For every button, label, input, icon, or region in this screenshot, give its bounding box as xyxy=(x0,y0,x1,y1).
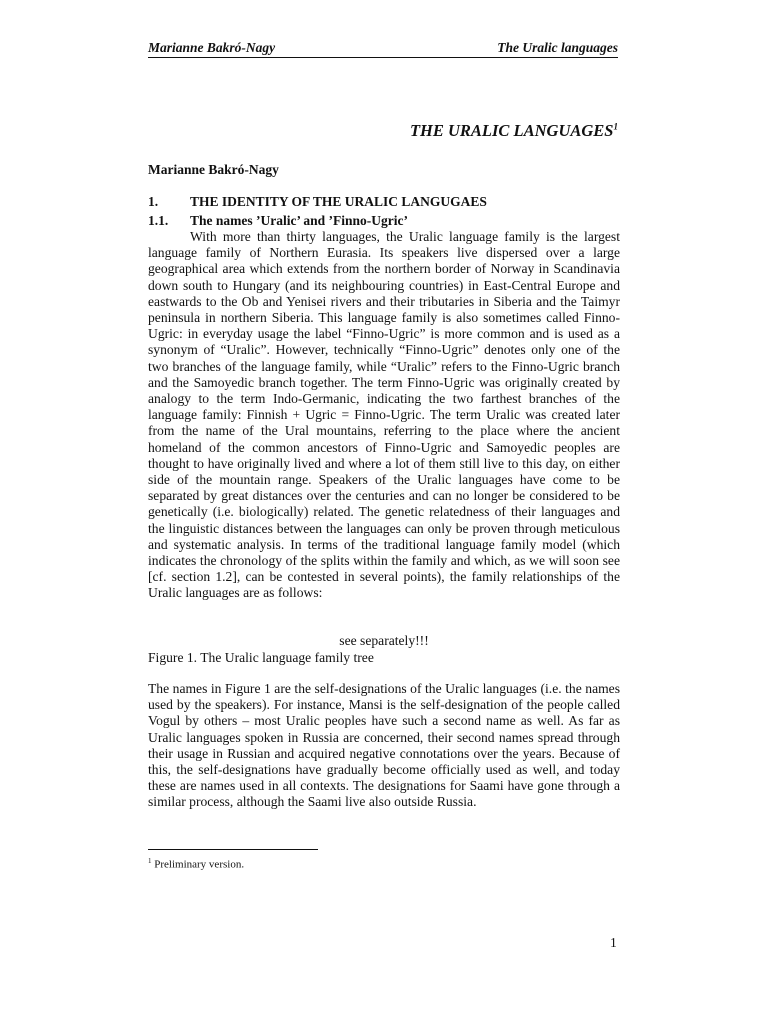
footnote-divider xyxy=(148,849,318,850)
body-paragraph-2: The names in Figure 1 are the self-designations of the Uralic languages (i.e. the names used by the speakers). For instance, Mansi is the self-designation of the people called Vogul by others – most Uralic peoples have such a second name as well. As far as Uralic languages spoken in Russia are concerned, their second names spread through their usage in Russian and acquired negative connotations over the years. Because of this, the self-designations have gradually become officially used as well, and today these are names used in all contexts. The designations for Saami have gone through a similar process, although the Saami live also outside Russia. xyxy=(148,681,620,810)
footnote xyxy=(148,857,244,871)
section-title: THE IDENTITY OF THE URALIC LANGUGAES xyxy=(190,194,487,209)
section-heading-1 xyxy=(148,194,487,210)
section-number: 1. xyxy=(148,194,159,209)
figure-placeholder: see separately!!! xyxy=(339,633,429,648)
running-header xyxy=(148,40,618,58)
body-paragraph-1: With more than thirty languages, the Uralic language family is the largest language family of Northern Eurasia. Its speakers live dispersed over a large geographical area which extends from the northern border of Norway in Scandinavia down south to Hungary (and its neighbouring countries) in East-Central Europe and eastwards to the Ob and Yenisei rivers and their tributaries in Siberia and the Taimyr peninsula in northern Siberia. This language family is also sometimes called Finno-Ugric: in everyday usage the label “Finno-Ugric” is more common and is used as a synonym of “Uralic”. However, technically “Finno-Ugric” denotes only one of the two branches of the language family, while “Uralic” refers to the Finno-Ugric branch and the Samoyedic branch together. The term Finno-Ugric was originally created by analogy to the term Indo-Germanic, indicating the two farthest branches of the language family: Finnish + Ugric = Finno-Ugric. The term Uralic was created later from the name of the Ural mountains, referring to the place where the ancient homeland of the common ancestors of Finno-Ugric and Samoyedic peoples are thought to have originally lived and where a lot of them still live to this day, on either side of the mountain range. Speakers of the Uralic languages have come to be separated by great distances over the centuries and can no longer be considered to be genetically (i.e. biologically) related. The genetic relatedness of their languages and the linguistic distances between the languages can only be proven through meticulous and systematic analysis. In terms of the traditional language family model (which indicates the chronology of the splits within the family and which, as we will soon see [cf. section 1.2], can be contested in several points), the family relationships of the Uralic languages are as follows: xyxy=(148,229,620,601)
document-title-text: THE URALIC LANGUAGES xyxy=(409,121,614,140)
footnote-text: Preliminary version. xyxy=(151,858,245,871)
figure-caption: Figure 1. The Uralic language family tree xyxy=(148,650,374,665)
header-title: The Uralic languages xyxy=(497,40,618,55)
header-author: Marianne Bakró-Nagy xyxy=(148,40,276,55)
page-number: 1 xyxy=(610,935,617,950)
title-footnote-mark[interactable]: 1 xyxy=(613,121,618,132)
subsection-number: 1.1. xyxy=(148,213,169,228)
document-title xyxy=(148,121,618,141)
document-author: Marianne Bakró-Nagy xyxy=(148,162,279,177)
subsection-heading-1-1 xyxy=(148,213,408,229)
footnote-mark: 1 xyxy=(148,857,152,865)
subsection-title: The names ’Uralic’ and ’Finno-Ugric’ xyxy=(190,213,408,228)
